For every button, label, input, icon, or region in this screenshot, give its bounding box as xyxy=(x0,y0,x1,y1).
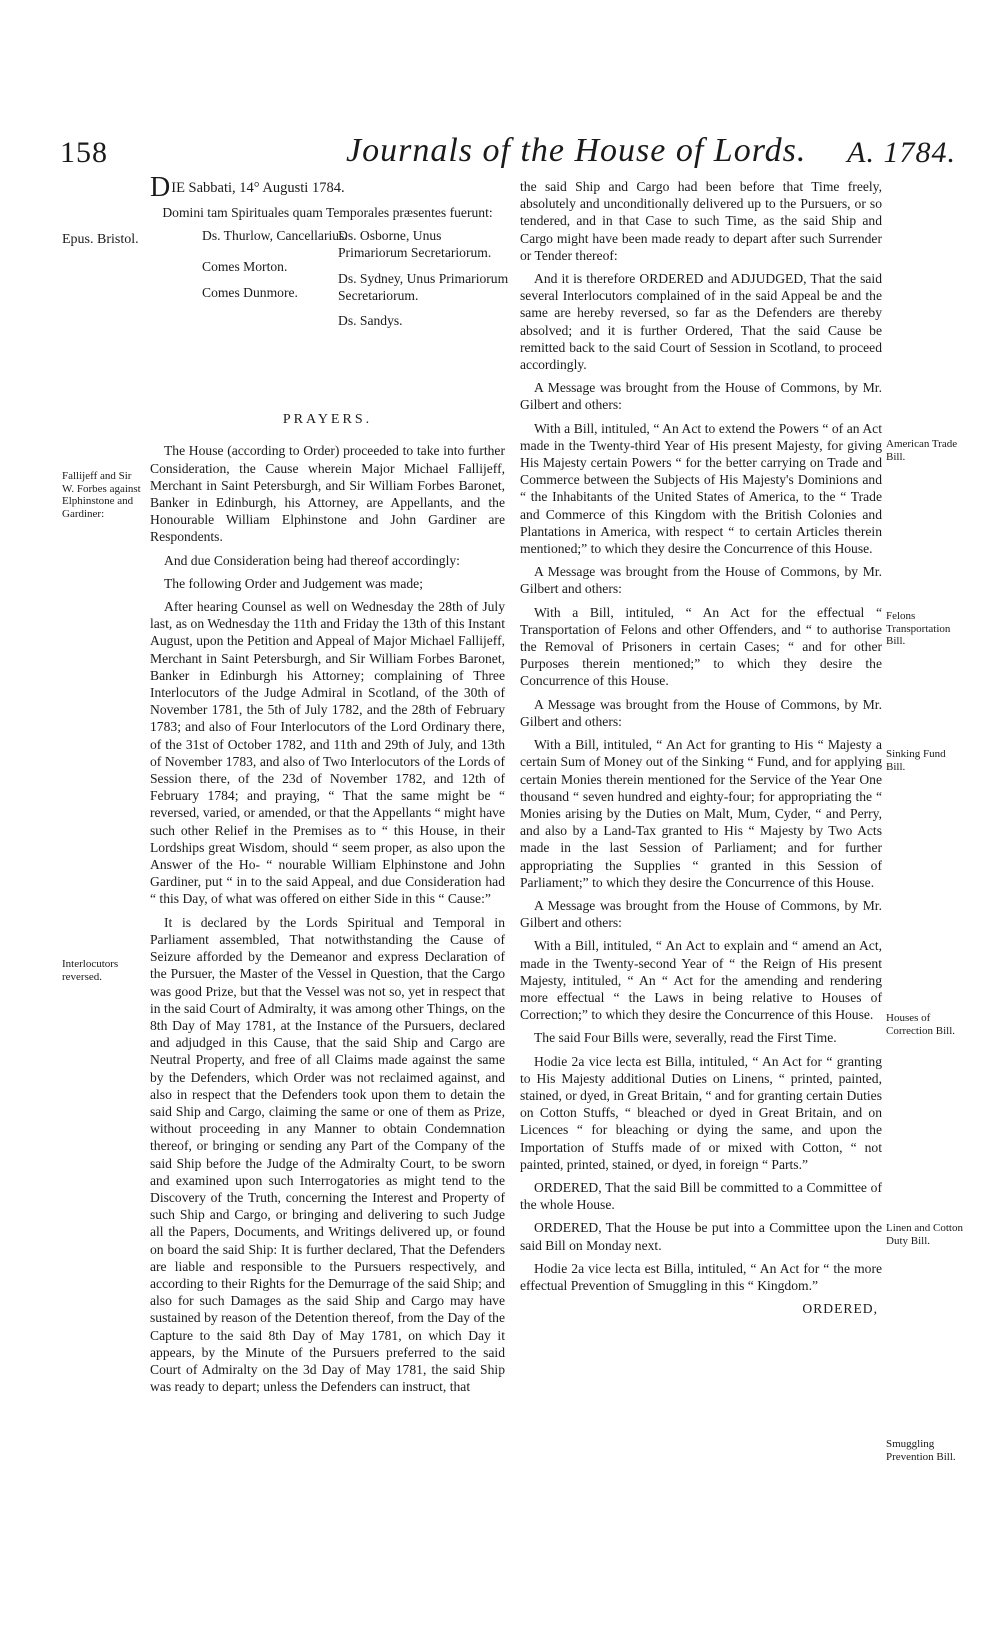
paragraph: ORDERED, That the House be put into a Committee upon the said Bill on Monday next. xyxy=(520,1220,882,1253)
message-body: With a Bill, intituled, “ An Act for the effectual “ Transportation of Felons and other Offenders, and “ to authorise the Removal of Prisoners in certain Cases; “ and for other Purposes therein mentioned;” to which they desire the Concurrence of this House. xyxy=(520,604,882,689)
present-lords-heading: Domini tam Spirituales quam Temporales præsentes fuerunt: xyxy=(162,205,493,220)
date-text: IE Sabbati, 14° Augusti 1784. xyxy=(171,180,345,196)
lords-list-left xyxy=(202,227,360,309)
lord-entry: Ds. Thurlow, Cancellarius. xyxy=(202,228,348,244)
right-column xyxy=(520,178,882,1317)
margin-note-felons: Felons Transportation Bill. xyxy=(886,610,951,647)
message-body: With a Bill, intituled, “ An Act to extend the Powers “ of an Act made in the Twenty-third Year of His present Majesty, for giving His Majesty certain Powers “ for the better carrying on Trade and Commerce between the Subjects of His Majesty's Dominions and “ the Inhabitants of the United States of America, to the “ Trade and Commerce of this Kingdom with the British Colonies and Plantations in America, with respect “ to certain Articles therein mentioned;” to which they desire the Concurrence of this House. xyxy=(520,420,882,557)
margin-note-fallijeff: Fallijeff and Sir W. Forbes against Elphinstone and Gardiner: xyxy=(62,470,141,520)
lord-entry: Ds. Sydney, Unus Primariorum Secretariorum. xyxy=(338,270,509,303)
margin-note-interlocutors: Interlocutors reversed. xyxy=(62,958,119,983)
lords-present-list xyxy=(62,227,509,393)
paragraph: And it is therefore ORDERED and ADJUDGED, That the said several Interlocutors complained of in the said Appeal be and the same are hereby reversed, so far as the Defenders are thereby absolved; and it is further Ordered, That the said Cause be remitted back to the said Court of Session in Scotland, to proceed accordingly. xyxy=(520,271,882,373)
sitting-date xyxy=(150,172,505,203)
paragraph: The House (according to Order) proceeded to take into further Consideration, the Cause wherein Major Michael Fallijeff, Merchant in Saint Petersburgh, and Sir William Forbes Baronet, Banker in Edinburgh, his Attorney, are Appellants, and the Honourable William Elphinstone and John Gardiner are Respondents. xyxy=(150,443,505,545)
paragraph: And due Consideration being had thereof accordingly: xyxy=(164,552,460,568)
message-body: With a Bill, intituled, “ An Act for granting to His “ Majesty a certain Sum of Money out of the Sinking “ Fund, and for applying certain Monies therein mentioned for the Service of the Year One thousand “ seven hundred and eighty-four; for appropriating the “ Monies arising by the Duties on Malt, Mum, Cyder, “ and Perry, and also by a Land-Tax granted to His “ Majesty by Two Acts made in the last Session of Parliament; and for further appropriating the Supplies “ granted in this Session of Parliament;” to which they desire the Concurrence of this House. xyxy=(520,737,882,890)
paragraph: ORDERED, That the said Bill be committed to a Committee of the whole House. xyxy=(520,1179,882,1213)
lords-list-right xyxy=(338,227,510,337)
margin-note-linen-cotton: Linen and Cotton Duty Bill. xyxy=(886,1222,963,1247)
margin-note-american-trade: American Trade Bill. xyxy=(886,438,958,463)
running-title: Journals of the House of Lords. xyxy=(346,132,807,169)
paragraph: The said Four Bills were, severally, read the First Time. xyxy=(534,1030,837,1046)
year: A. 1784. xyxy=(847,136,956,169)
message-intro: A Message was brought from the House of Commons, by Mr. Gilbert and others: xyxy=(520,564,882,597)
drop-cap: D xyxy=(150,172,171,203)
lord-entry: Comes Morton. xyxy=(202,259,288,275)
lord-entry: Comes Dunmore. xyxy=(202,284,298,300)
margin-note-smuggling: Smuggling Prevention Bill. xyxy=(886,1438,956,1463)
paragraph: the said Ship and Cargo had been before that Time freely, absolutely and unconditionally delivered up to the Pursuers, or so tendered, and in that Case to such Time, as the said Ship and Cargo might have been made ready to depart after such Surrender or Tender thereof: xyxy=(520,179,882,263)
lord-entry: Ds. Osborne, Unus Primariorum Secretariorum. xyxy=(338,228,492,261)
catchword: ORDERED, xyxy=(802,1301,878,1317)
page-number: 158 xyxy=(60,136,108,169)
paragraph: After hearing Counsel as well on Wednesday the 28th of July last, as on Wednesday the 11th and Friday the 13th of this Instant August, upon the Petition and Appeal of Major Michael Fallijeff, Merchant in Saint Petersburgh, and Sir William Forbes Baronet, Banker in Edinburgh his Attorney; complaining of Three Interlocutors of the Judge Admiral in Scotland, of the 30th of November 1781, the 5th of July 1782, and the 28th of February 1783; and also of Four Interlocutors of the Lord Ordinary there, of the 31st of October 1782, and 11th and 29th of July, and 13th of November 1783, and also of Two Interlocutors of the Lords of Session there, of the 23d of November 1782, and 12th of February 1784; and praying, “ That the same might be “ reversed, varied, or amended, or that the Appellants “ might have such other Relief in the Premises as to “ this House, in their Lordships great Wisdom, should “ seem proper, as also upon the Answer of the Ho- “ nourable William Elphinstone and John Gardiner, put “ in to the said Appeal, and due Consideration had “ this Day, of what was offered on either Side in this “ Cause:” xyxy=(150,599,505,907)
margin-note-sinking-fund: Sinking Fund Bill. xyxy=(886,748,946,773)
bishop-entry: Epus. Bristol. xyxy=(62,232,139,248)
paragraph: The following Order and Judgement was made; xyxy=(164,575,423,591)
prayers-heading: PRAYERS. xyxy=(282,412,373,428)
message-intro: A Message was brought from the House of Commons, by Mr. Gilbert and others: xyxy=(520,696,882,729)
message-intro: A Message was brought from the House of Commons, by Mr. Gilbert and others: xyxy=(520,380,882,413)
lord-entry: Ds. Sandys. xyxy=(338,313,403,329)
message-intro: A Message was brought from the House of Commons, by Mr. Gilbert and others: xyxy=(520,897,882,931)
page-header xyxy=(56,130,956,178)
message-body: With a Bill, intituled, “ An Act to explain and “ amend an Act, made in the Twenty-second Year of “ the Reign of His present Majesty, intituled, “ An “ Act for the amending and rendering more effectual “ the Laws in being relative to Houses of Correction;” to which they desire the Concurrence of this House. xyxy=(520,938,882,1023)
paragraph: It is declared by the Lords Spiritual and Temporal in Parliament assembled, That notwithstanding the Cause of Seizure afforded by the Demeanor and express Declaration of the Pursuer, the Master of the Vessel in Question, that the Cargo was good Prize, but that the Vessel was not so, yet in respect that in the said Court of Admiralty, it was among other Things, on the 8th Day of May 1781, at the Instance of the Pursuers, declared and adjudged in this Cause, that the said Ship and Cargo are Neutral Property, and free of all Claims made against the same by the Defenders, which Order was not reclaimed against, and also in respect that the Defenders took upon them to detain the said Ship and Cargo, claiming the same or one of them as Prize, without proceeding in any Manner to obtain Condemnation thereof, or bringing or sending any Part of the Company of the said Ship before the Judge of the Admiralty Court, to be sworn and examined upon such Interrogatories as might tend to the Discovery of the Truth, concerning the Interest and Property of such Ship and Cargo, or bringing and delivering to such Judge all the Papers, Documents, and Writings delivered up, or found on board the said Ship: It is further declared, That the Defenders are liable and responsible to the Pursuers respectively, and according to their Rights for the Demurrage of the said Ship; and also for such Damages as the said Ship and Cargo may have sustained by reason of the Detention thereof, from the Day of the Capture to the said 8th Day of May 1781, on which Day it appears, by the Minute of the Pursuers preferred to the said Court of Admiralty on the 3d Day of May 1781, the said Ship was ready to depart; unless the Defenders can instruct, that xyxy=(150,914,505,1395)
margin-note-houses-correction: Houses of Correction Bill. xyxy=(886,1012,956,1037)
paragraph: Hodie 2a vice lecta est Billa, intituled, “ An Act for “ the more effectual Prevention of Smuggling in this “ Kingdom.” xyxy=(520,1260,882,1293)
paragraph: Hodie 2a vice lecta est Billa, intituled, “ An Act for “ granting to His Majesty additional Duties on Linens, “ printed, painted, stained, or dyed, in Great Britain, “ and for granting certain Duties on Cotton Stuffs, “ bleached or dyed in Great Britain, and on Licences “ for bleaching or dying the same, and upon the Importation of Stuffs made of or mixed with Cotton, “ not painted, printed, stained, or dyed, in foreign “ Parts.” xyxy=(520,1053,882,1172)
